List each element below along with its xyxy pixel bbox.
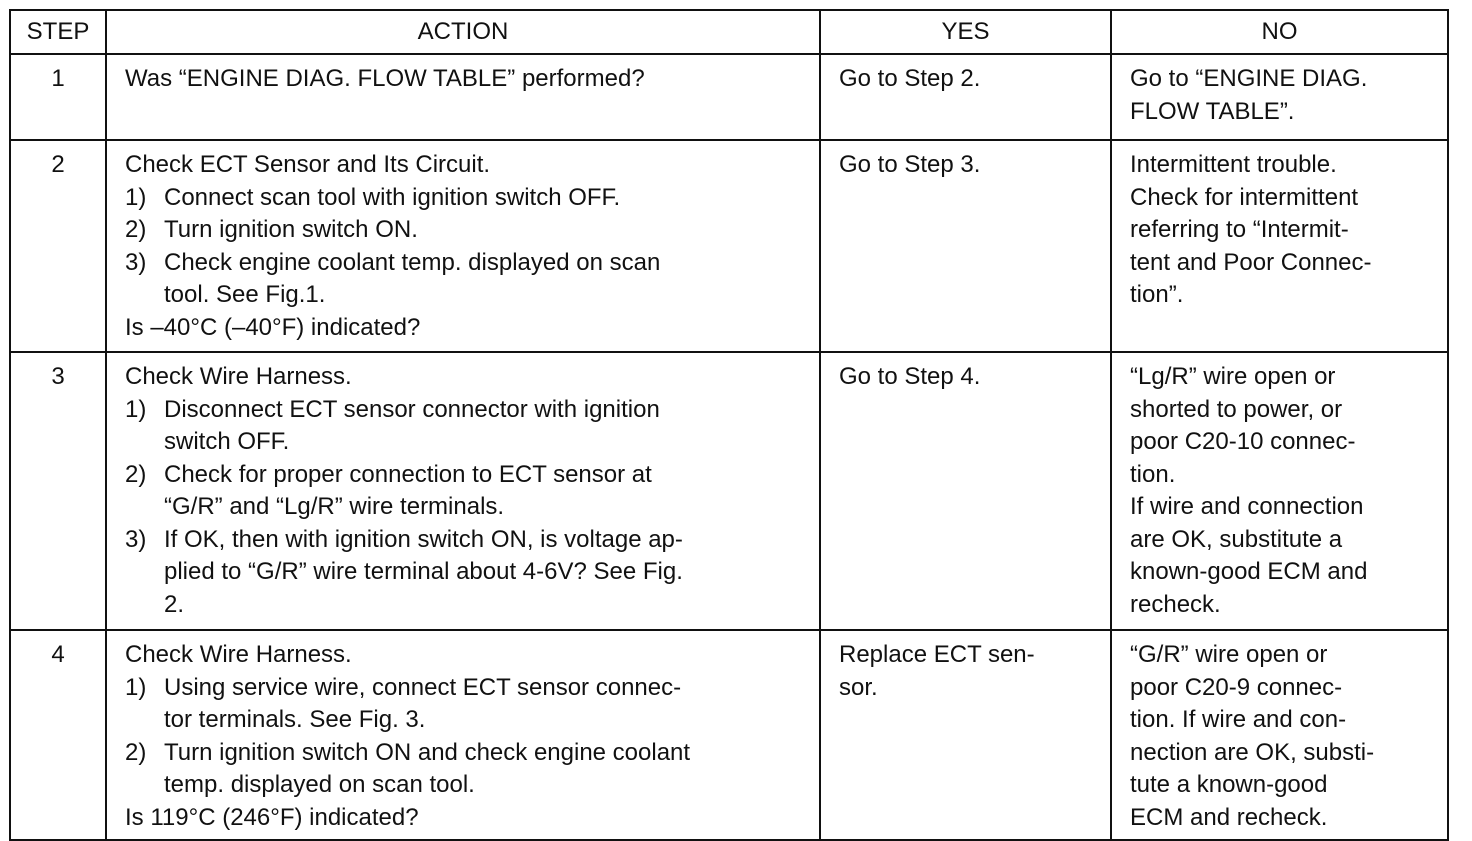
action-substep	[125, 672, 813, 737]
no-text: tion. If wire and con-	[1130, 706, 1347, 733]
no-text: “G/R” wire open or	[1130, 641, 1328, 668]
no-text: nection are OK, substi-	[1130, 738, 1375, 766]
step-number: 3	[10, 352, 106, 630]
yes-cell	[820, 630, 1111, 840]
no-text: FLOW TABLE”.	[1130, 97, 1295, 125]
yes-cell	[820, 140, 1111, 352]
yes-cell	[820, 352, 1111, 630]
action-substep	[125, 182, 813, 215]
action-substep	[125, 524, 813, 622]
no-text: Check for intermittent	[1130, 183, 1359, 211]
no-cell	[1111, 630, 1448, 840]
table-row	[10, 140, 1448, 352]
action-question: Is 119°C (246°F) indicated?	[125, 803, 419, 831]
substep-text: Disconnect ECT sensor connector with ignition	[164, 395, 660, 423]
substep-text: “G/R” and “Lg/R” wire terminals.	[164, 493, 505, 520]
substep-number: 2)	[125, 460, 147, 488]
substep-text: Using service wire, connect ECT sensor connec-	[164, 673, 682, 701]
action-substep	[125, 459, 813, 524]
yes-text: Go to Step 4.	[839, 363, 981, 390]
no-cell	[1111, 140, 1448, 352]
no-text: ECM and recheck.	[1130, 803, 1328, 831]
table-row	[10, 54, 1448, 140]
action-substep	[125, 214, 813, 247]
no-text: referring to “Intermit-	[1130, 216, 1349, 243]
yes-cell	[820, 54, 1111, 140]
substep-text: If OK, then with ignition switch ON, is voltage ap-	[164, 525, 683, 553]
diagnostic-flow-table	[9, 9, 1449, 841]
action-lead: Check ECT Sensor and Its Circuit.	[125, 151, 491, 178]
header-row	[10, 10, 1448, 54]
no-cell	[1111, 352, 1448, 630]
substep-number: 3)	[125, 525, 147, 553]
action-cell	[106, 54, 820, 140]
substep-number: 2)	[125, 738, 147, 766]
substep-text: switch OFF.	[164, 428, 290, 455]
action-cell	[106, 630, 820, 840]
header-step: STEP	[10, 10, 106, 54]
header-yes: YES	[820, 10, 1111, 54]
yes-text: Go to Step 3.	[839, 151, 981, 178]
table-row	[10, 630, 1448, 840]
step-number: 1	[10, 54, 106, 140]
substep-text: tool. See Fig.1.	[164, 281, 326, 308]
action-question: Is –40°C (–40°F) indicated?	[125, 313, 421, 341]
substep-text: Turn ignition switch ON.	[164, 216, 418, 243]
no-text: known-good ECM and	[1130, 558, 1368, 585]
action-substep	[125, 394, 813, 459]
action-lead: Check Wire Harness.	[125, 363, 352, 390]
no-text: poor C20-9 connec-	[1130, 673, 1343, 701]
substep-text: Turn ignition switch ON and check engine coolant	[164, 738, 691, 766]
substep-number: 1)	[125, 673, 147, 701]
substep-number: 1)	[125, 395, 147, 423]
no-text: “Lg/R” wire open or	[1130, 363, 1336, 390]
no-cell	[1111, 54, 1448, 140]
no-text: tion”.	[1130, 281, 1184, 308]
step-number: 2	[10, 140, 106, 352]
no-text: Intermittent trouble.	[1130, 151, 1337, 178]
no-text: If wire and connection	[1130, 493, 1364, 520]
no-text: shorted to power, or	[1130, 395, 1343, 423]
substep-text: temp. displayed on scan tool.	[164, 771, 475, 798]
no-text: tent and Poor Connec-	[1130, 248, 1372, 276]
substep-number: 2)	[125, 216, 147, 243]
substep-text: Check engine coolant temp. displayed on scan	[164, 248, 661, 276]
action-cell	[106, 140, 820, 352]
no-text: tion.	[1130, 460, 1176, 488]
table-row	[10, 352, 1448, 630]
action-lead: Check Wire Harness.	[125, 641, 352, 668]
header-action: ACTION	[106, 10, 820, 54]
substep-number: 3)	[125, 248, 147, 276]
action-cell	[106, 352, 820, 630]
substep-text: Connect scan tool with ignition switch OFF.	[164, 183, 621, 211]
substep-text: 2.	[164, 590, 185, 618]
substep-text: plied to “G/R” wire terminal about 4-6V? See Fig.	[164, 558, 683, 585]
no-text: Go to “ENGINE DIAG.	[1130, 65, 1368, 92]
action-lead: Was “ENGINE DIAG. FLOW TABLE” performed?	[125, 65, 645, 92]
no-text: tute a known-good	[1130, 771, 1328, 798]
substep-text: tor terminals. See Fig. 3.	[164, 706, 426, 733]
no-text: are OK, substitute a	[1130, 525, 1343, 553]
no-text: recheck.	[1130, 590, 1221, 618]
action-substep	[125, 247, 813, 312]
action-substep	[125, 737, 813, 802]
yes-text: Replace ECT sen-	[839, 641, 1035, 668]
yes-text: sor.	[839, 673, 878, 701]
yes-text: Go to Step 2.	[839, 65, 981, 92]
no-text: poor C20-10 connec-	[1130, 428, 1356, 455]
substep-text: Check for proper connection to ECT sensor at	[164, 460, 652, 488]
step-number: 4	[10, 630, 106, 840]
substep-number: 1)	[125, 183, 147, 211]
header-no: NO	[1111, 10, 1448, 54]
